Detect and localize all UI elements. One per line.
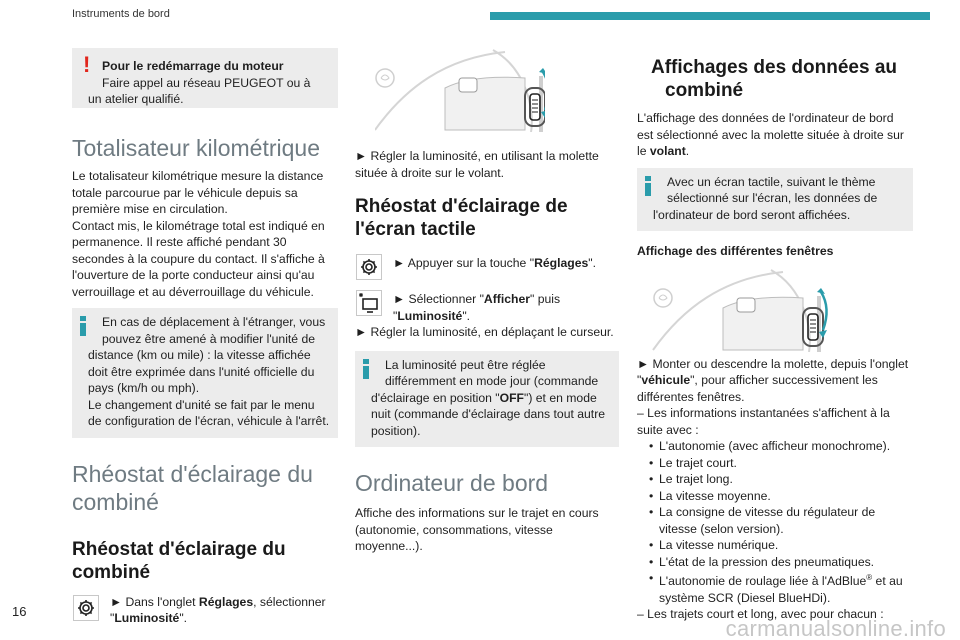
odometer-paragraph-1: Le totalisateur kilométrique mesure la distance totale parcourue par le véhicule depuis sa première mise en circulation.	[72, 169, 324, 216]
touch-step-1	[355, 253, 619, 281]
touch-step-2-suffix: ".	[462, 308, 471, 323]
list-item: • L'autonomie (avec afficheur monochrome).	[649, 439, 891, 453]
dimmer-step-bold: Réglages	[198, 594, 254, 609]
gear-icon	[72, 594, 100, 622]
cluster-intro-bold: volant	[649, 144, 686, 158]
touch-step-1-prefix: ► Appuyer sur la touche "	[393, 256, 535, 270]
touch-step-1-bold: Réglages	[534, 256, 589, 270]
exclamation-icon: !	[83, 52, 91, 77]
list-item: • Le trajet long.	[649, 472, 733, 486]
info-icon	[80, 316, 86, 336]
trip-computer-text: Affiche des informations sur le trajet en cours (autonomie, consommations, vitesse moyenne...).	[355, 506, 599, 553]
cluster-intro-suffix: .	[685, 144, 690, 158]
gear-icon	[355, 253, 383, 281]
list-item: • La consigne de vitesse du régulateur de vitesse (selon version).	[649, 505, 876, 536]
touch-step-2-mid: " puis	[529, 292, 561, 306]
info-box-units	[72, 308, 338, 438]
warning-text-2: un atelier qualifié.	[88, 92, 184, 106]
warning-text: Faire appel au réseau PEUGEOT ou à	[102, 75, 311, 90]
list-item: • La vitesse numérique.	[649, 538, 779, 552]
list-item: • La vitesse moyenne.	[649, 488, 771, 503]
watermark: carmanualsonline.info	[725, 616, 946, 640]
windows-heading: Affichage des différentes fenêtres	[637, 244, 834, 258]
header-accent-bar	[490, 12, 930, 20]
info-units-line2: distance (km ou mile) : la vitesse affichée doit être exprimée dans l'unité officielle du pays (km/h ou mph).	[88, 348, 315, 395]
list-item: • Le trajet court.	[649, 455, 737, 470]
info-brightness-off: OFF	[499, 390, 524, 405]
info-icon	[363, 359, 369, 379]
dimmer-step-quote-close: ".	[179, 611, 188, 625]
touch-step-1-suffix: ".	[588, 256, 596, 270]
column-middle	[355, 48, 619, 555]
column-right	[637, 56, 913, 623]
trips-dash: – Les trajets court et long, avec pour chacun :	[637, 607, 884, 622]
list-item: • L'état de la pression des pneumatiques.	[649, 554, 875, 569]
info-units-line3: Le changement d'unité se fait par le menu de configuration de l'écran, véhicule à l'arrêt.	[88, 397, 330, 428]
touch-step-2	[355, 289, 619, 324]
touch-step-3: ► Régler la luminosité, en déplaçant le curseur.	[355, 325, 614, 339]
list-item: • L'autonomie de roulage liée à l'AdBlue® et au système SCR (Diesel BlueHDi).	[649, 571, 903, 605]
page-number: 16	[12, 604, 27, 619]
touch-dimmer-heading: Rhéostat d'éclairage de l'écran tactile	[355, 196, 568, 240]
steering-wheel-thumbwheel-icon	[643, 268, 833, 352]
odometer-paragraph-2: Contact mis, le kilométrage total est indiqué en permanence. Il reste affiché pendant 30 secondes à la coupure du contact. Il s'affiche à l'ouverture de la porte conducteur ainsi qu'au verrouillage et au déverrouillage du véhicule.	[72, 218, 325, 299]
cluster-intro: L'affichage des données de l'ordinateur de bord est sélectionné avec la molette située à droite sur le	[637, 111, 904, 158]
column-left	[72, 48, 338, 627]
info-brightness-line1: La luminosité peut être réglée différemment en mode jour (commande	[385, 357, 599, 388]
odometer-heading: Totalisateur kilométrique	[72, 135, 321, 161]
screen-brightness-icon	[355, 289, 383, 317]
dimmer-step-quote-open: "	[110, 611, 115, 625]
cluster-display-heading: Affichages des données au combiné	[651, 57, 898, 101]
dimmer-step	[72, 594, 338, 627]
info-box-brightness	[355, 351, 619, 448]
dimmer-subheading: Rhéostat d'éclairage du combiné	[72, 538, 286, 583]
warning-title: Pour le redémarrage du moteur	[102, 59, 284, 73]
touch-step-2-bold: Afficher	[483, 292, 530, 306]
windows-step-bold: véhicule	[641, 373, 691, 387]
info-box-touchscreen	[637, 168, 913, 232]
info-icon	[645, 176, 651, 196]
dimmer-step-bold-2: Luminosité	[114, 611, 180, 625]
info-touchscreen-line2: l'ordinateur de bord seront affichées.	[653, 207, 851, 222]
steering-wheel-thumbwheel-icon	[375, 48, 545, 132]
running-header: Instruments de bord	[72, 8, 170, 20]
touch-step-2-prefix: ► Sélectionner "	[393, 292, 484, 306]
info-brightness-line2-prefix: d'éclairage en position "	[371, 390, 500, 405]
trip-computer-heading: Ordinateur de bord	[355, 470, 549, 496]
info-units-line1: En cas de déplacement à l'étranger, vous pouvez être amené à modifier l'unité de	[102, 315, 326, 346]
instant-info-list	[637, 438, 913, 606]
dimmer-heading: Rhéostat d'éclairage du combiné	[72, 460, 313, 515]
dimmer-step-prefix: ► Dans l'onglet	[110, 594, 199, 609]
adjust-wheel-text: ► Régler la luminosité, en utilisant la molette située à droite sur le volant.	[355, 149, 599, 180]
touch-step-2-bold-2: Luminosité	[397, 308, 463, 323]
touch-step-2-quote: "	[393, 308, 398, 323]
windows-step-prefix: ► Monter ou descendre la molette, depuis l'onglet "	[637, 356, 909, 387]
info-brightness-line2-suffix: ") et en mode nuit (commande d'éclairage dans tout autre position).	[371, 390, 606, 438]
dimmer-step-mid: , sélectionner	[253, 594, 326, 609]
info-touchscreen-line1: Avec un écran tactile, suivant le thème sélectionné sur l'écran, les données de	[667, 174, 878, 205]
warning-box	[72, 48, 338, 108]
windows-step-suffix: ", pour afficher successivement les différentes fenêtres.	[637, 373, 878, 404]
instant-info-dash: – Les informations instantanées s'affichent à la suite avec :	[637, 406, 890, 437]
